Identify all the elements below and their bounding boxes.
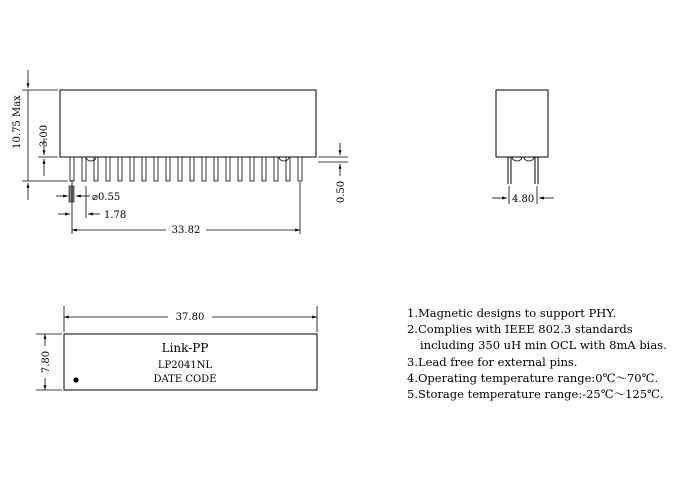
marking-brand: Link-PP	[161, 341, 209, 355]
note-item: 1.Magnetic designs to support PHY.	[407, 306, 617, 320]
length-label: 37.80	[175, 312, 205, 323]
notes-list	[407, 305, 697, 402]
end-view	[492, 90, 554, 205]
standoff-label: 0.50	[336, 180, 347, 204]
note-item: 2.Complies with IEEE 802.3 standards	[407, 322, 633, 337]
side-view-pin	[238, 157, 242, 181]
side-view-pin	[178, 157, 182, 181]
side-view-pin	[82, 157, 86, 181]
pin-span-label: 33.82	[171, 225, 201, 236]
side-view-pins	[70, 157, 302, 181]
marking-part-number: LP2041NL	[157, 360, 213, 371]
side-view-pin	[106, 157, 110, 181]
side-view-pin	[190, 157, 194, 181]
side-view-pin	[214, 157, 218, 181]
note-item: 3.Lead free for external pins.	[407, 354, 578, 369]
side-view-pin	[142, 157, 146, 181]
body-height-label: 3.00	[39, 124, 50, 148]
pin-pitch-label: 1.78	[104, 210, 127, 221]
note-item-continuation: including 350 uH min OCL with 8mA bias.	[420, 338, 667, 353]
side-view-pin	[130, 157, 134, 181]
side-view	[12, 70, 348, 236]
side-view-pin	[166, 157, 170, 181]
pin-diameter-marker	[69, 186, 74, 202]
marking-date-code: DATE CODE	[153, 374, 217, 385]
pin1-marker	[73, 377, 78, 382]
side-view-pin	[118, 157, 122, 181]
height-max-label: 10.75 Max	[12, 95, 23, 149]
side-view-pin	[298, 157, 302, 181]
pin-diameter-label: ⌀0.55	[92, 192, 121, 203]
end-view-body	[496, 90, 548, 157]
note-item: 5.Storage temperature range:-25℃～125℃.	[407, 387, 664, 402]
side-view-pin	[250, 157, 254, 181]
side-view-pin	[94, 157, 98, 181]
side-view-pin	[202, 157, 206, 181]
side-view-pin	[226, 157, 230, 181]
pin-row-spacing-label: 4.80	[512, 194, 535, 205]
side-view-pin	[274, 157, 278, 181]
side-view-body	[60, 90, 316, 157]
top-view	[36, 306, 317, 390]
side-view-pin	[70, 157, 74, 181]
side-view-pin	[262, 157, 266, 181]
side-view-pin	[154, 157, 158, 181]
width-label: 7.80	[41, 350, 52, 374]
note-item: 4.Operating temperature range:0℃～70℃.	[407, 370, 659, 385]
